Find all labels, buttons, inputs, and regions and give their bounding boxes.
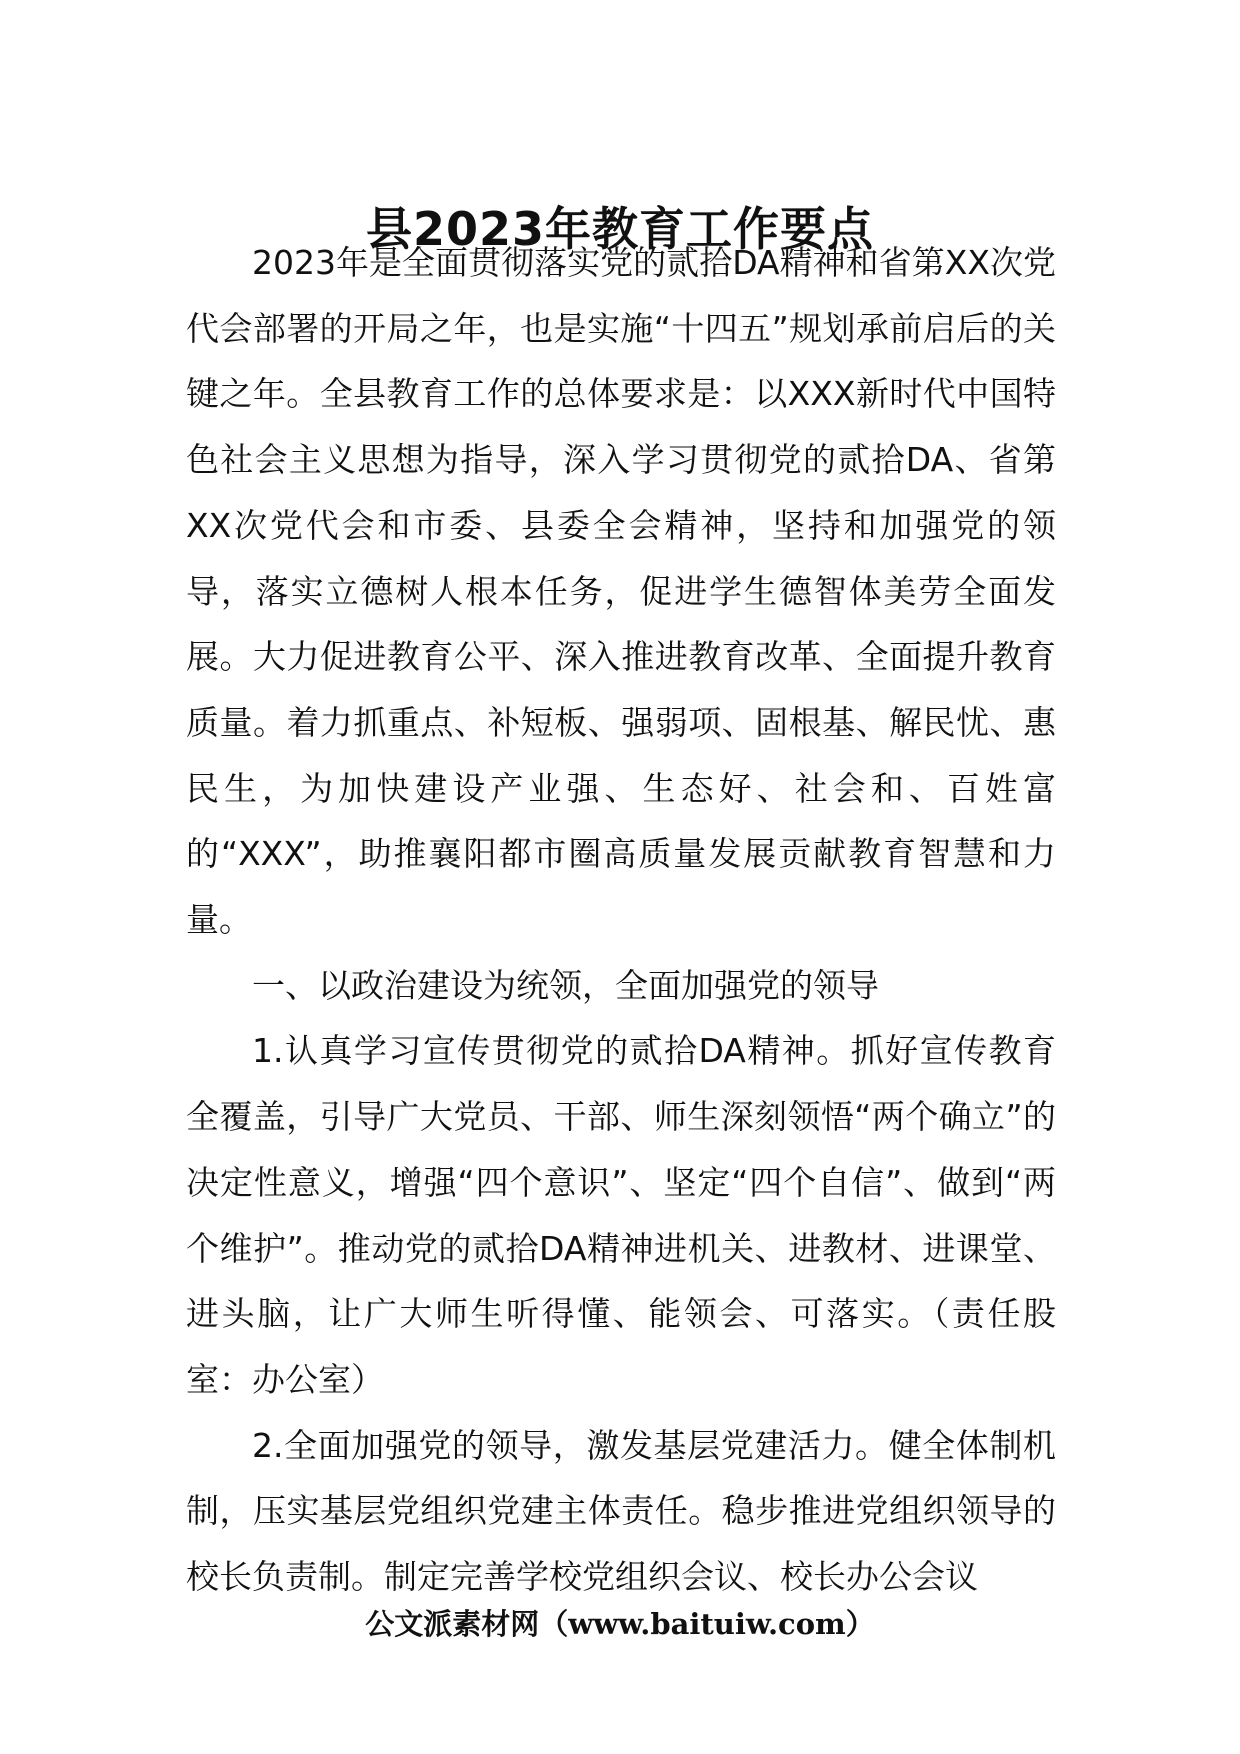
item-paragraph: 1.认真学习宣传贯彻党的贰拾DA精神。抓好宣传教育全覆盖，引导广大党员、干部、师生深刻领悟“两个确立”的决定性意义，增强“四个意识”、坚定“四个自信”、做到“两个维护”。推动党的贰拾DA精神进机关、进教材、进课堂、进头脑，让广大师生听得懂、能领会、可落实。（责任股室：办公室）	[186, 1031, 1056, 1399]
watermark-footer: 公文派素材网（www.baituiw.com）	[365, 1607, 875, 1641]
document-title: 县2023年教育工作要点	[365, 201, 875, 256]
section-heading: 一、以政治建设为统领，全面加强党的领导	[252, 965, 879, 1005]
document-body	[186, 230, 1056, 1610]
intro-paragraph: 2023年是全面贯彻落实党的贰拾DA精神和省第XX次党代会部署的开局之年，也是实施“十四五”规划承前启后的关键之年。全县教育工作的总体要求是：以XXX新时代中国特色社会主义思想为指导，深入学习贯彻党的贰拾DA、省第XX次党代会和市委、县委全会精神，坚持和加强党的领导，落实立德树人根本任务，促进学生德智体美劳全面发展。大力促进教育公平、深入推进教育改革、全面提升教育质量。着力抓重点、补短板、强弱项、固根基、解民忧、惠民生，为加快建设产业强、生态好、社会和、百姓富的“XXX”，助推襄阳都市圈高质量发展贡献教育智慧和力量。	[186, 243, 1056, 940]
item-paragraph: 2.全面加强党的领导，激发基层党建活力。健全体制机制，压实基层党组织党建主体责任。稳步推进党组织领导的校长负责制。制定完善学校党组织会议、校长办公会议	[186, 1425, 1056, 1597]
